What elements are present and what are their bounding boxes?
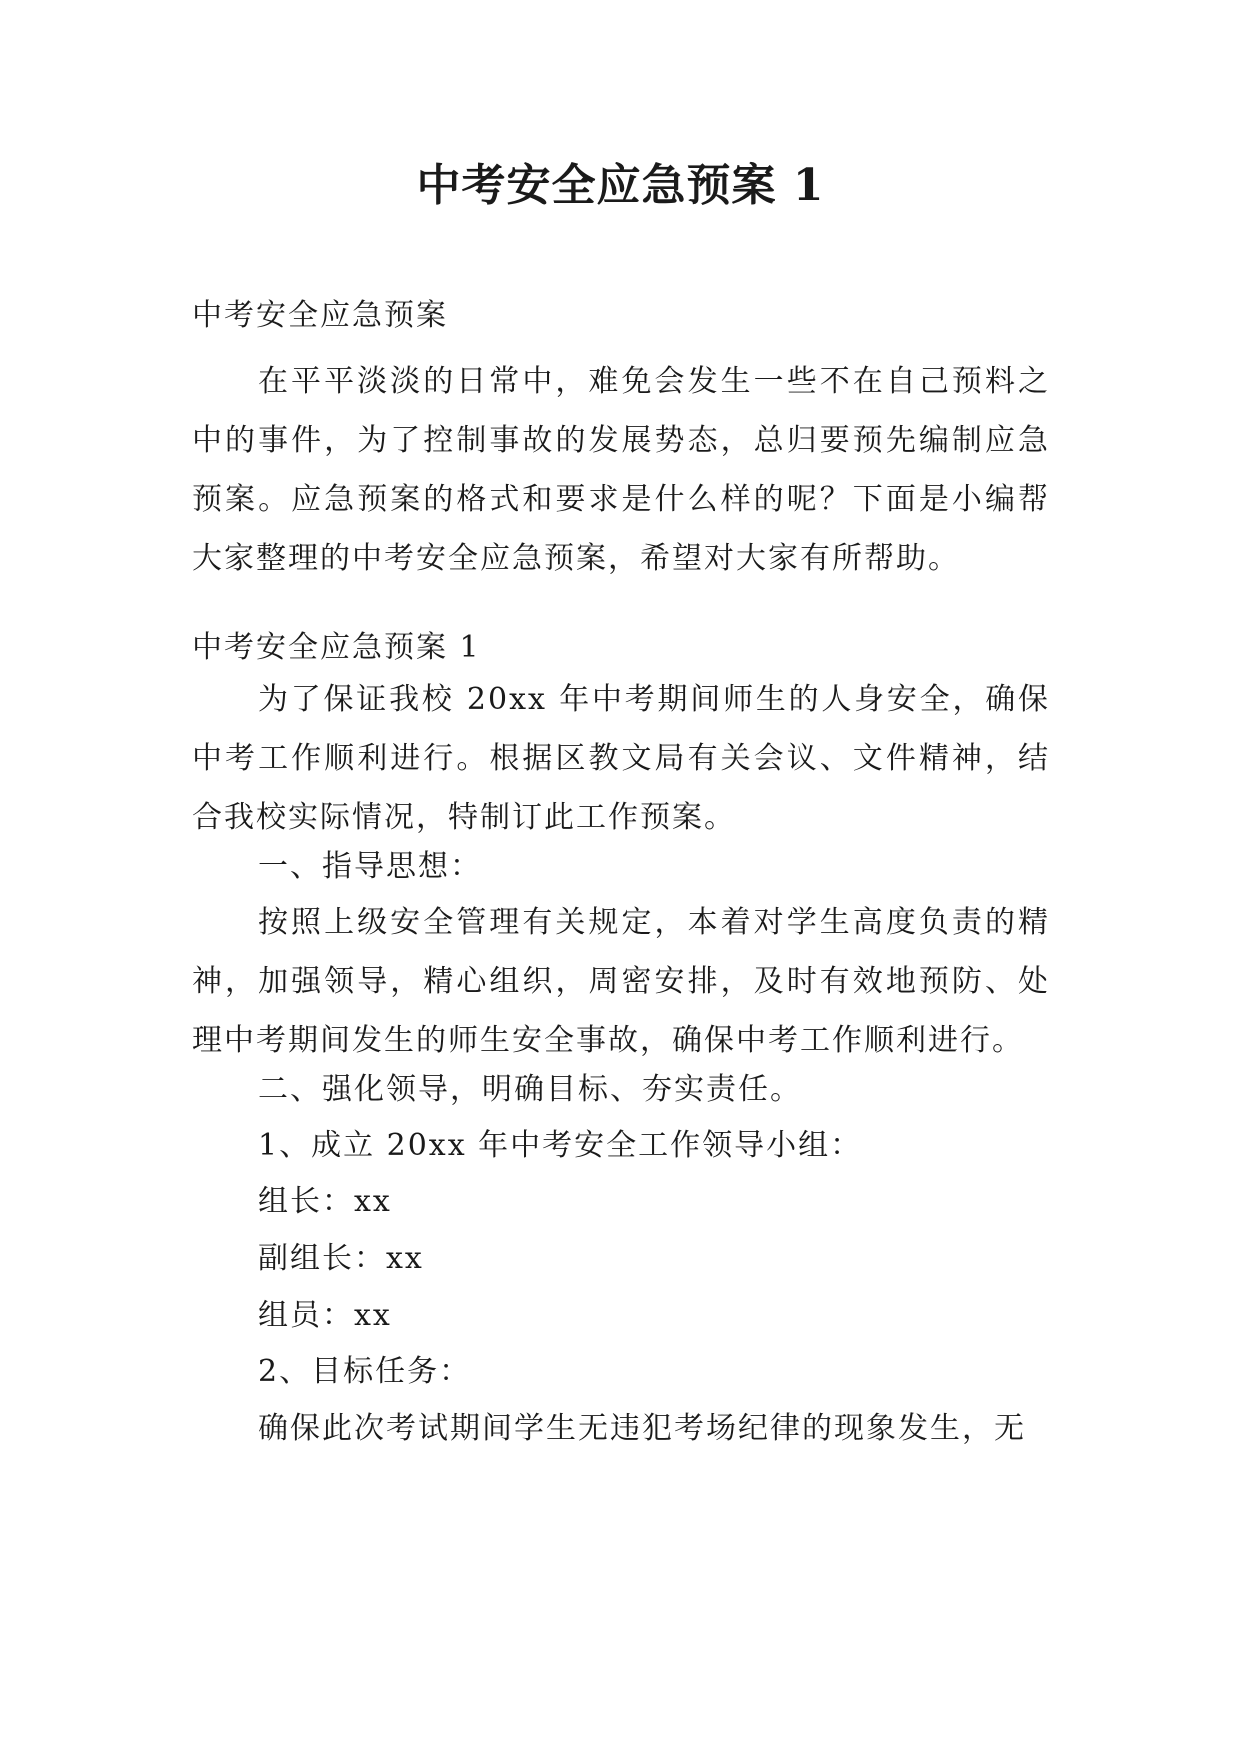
targets-item: 2、目标任务： (258, 1354, 472, 1389)
vice-leader-line: 副组长：xx (258, 1241, 424, 1276)
guiding-paragraph: 按照上级安全管理有关规定，本着对学生高度负责的精神，加强领导，精心组织，周密安排，及时有效地预防、处理中考期间发生的师生安全事故，确保中考工作顺利进行。 (192, 905, 1050, 1058)
document-title: 中考安全应急预案 1 (416, 160, 825, 211)
targets-paragraph: 确保此次考试期间学生无违犯考场纪律的现象发生，无 (258, 1411, 1026, 1446)
document-subtitle: 中考安全应急预案 (192, 298, 448, 333)
leadership-heading: 二、强化领导，明确目标、夯实责任。 (258, 1072, 802, 1107)
members-line: 组员：xx (258, 1298, 392, 1333)
intro-paragraph: 在平平淡淡的日常中，难免会发生一些不在自己预料之中的事件，为了控制事故的发展势态，总归要预先编制应急预案。应急预案的格式和要求是什么样的呢？下面是小编帮大家整理的中考安全应急预案，希望对大家有所帮助。 (192, 364, 1050, 576)
leader-line: 组长：xx (258, 1184, 392, 1219)
purpose-paragraph: 为了保证我校 20xx 年中考期间师生的人身安全，确保中考工作顺利进行。根据区教文局有关会议、文件精神，结合我校实际情况，特制订此工作预案。 (192, 682, 1050, 835)
section-heading: 中考安全应急预案 1 (192, 630, 481, 665)
guiding-heading: 一、指导思想： (258, 849, 482, 884)
group-item: 1、成立 20xx 年中考安全工作领导小组： (258, 1128, 863, 1163)
